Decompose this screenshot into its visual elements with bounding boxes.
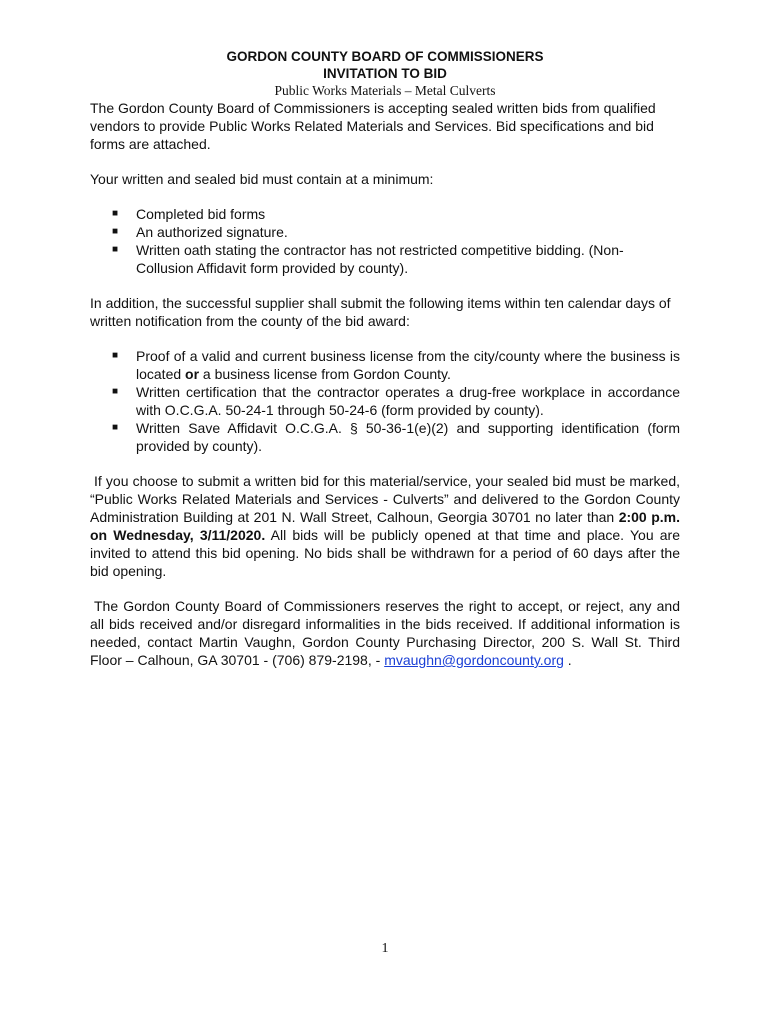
list-item xyxy=(90,205,680,223)
page-number: 1 xyxy=(381,941,389,956)
list-item-text: An authorized signature. xyxy=(136,224,288,240)
list-item xyxy=(90,347,680,383)
bullet-icon: ■ xyxy=(112,422,119,433)
header-line-1: GORDON COUNTY BOARD OF COMMISSIONERS xyxy=(226,49,544,64)
header-subtitle: Public Works Materials – Metal Culverts xyxy=(274,83,496,98)
list-item-bold-text: or xyxy=(185,366,200,382)
additional-list xyxy=(90,347,680,455)
additional-heading: In addition, the successful supplier shall submit the following items within ten calendar days of written notification from the county of the bid award: xyxy=(90,295,671,329)
list-item-text: Completed bid forms xyxy=(136,206,266,222)
bullet-icon: ■ xyxy=(112,386,119,397)
email-link[interactable]: mvaughn@gordoncounty.org xyxy=(384,652,564,668)
submission-text-end: All bids will be publicly opened at that time and place. You are invited to attend this bid opening. No bids shall be withdrawn for a period of 60 days after the bid opening. xyxy=(90,527,680,579)
minimum-list xyxy=(90,205,680,277)
intro-paragraph: The Gordon County Board of Commissioners is accepting sealed written bids from qualified vendors to provide Public Works Related Materials and Services. Bid specifications and bid forms are attached. xyxy=(90,100,656,152)
header-line-2: INVITATION TO BID xyxy=(323,66,447,81)
minimum-heading: Your written and sealed bid must contain at a minimum: xyxy=(90,171,434,187)
list-item xyxy=(90,383,680,419)
document-body xyxy=(90,48,680,669)
list-item-text: Written certification that the contractor operates a drug-free workplace in accordance with O.C.G.A. 50-24-1 through 50-24-6 (form provided by county). xyxy=(136,384,680,418)
list-item xyxy=(90,241,680,277)
list-item-text: a business license from Gordon County. xyxy=(199,366,451,382)
reserve-text: The Gordon County Board of Commissioners reserves the right to accept, or reject, any and all bids received and/or disregard informalities in the bids received. If additional information is needed, contact Martin Vaughn, Gordon County Purchasing Director, 200 S. Wall St. Third Floor – Calhoun, GA 30701 - (706) 879-2198, - xyxy=(90,598,680,668)
reserve-paragraph xyxy=(90,597,680,669)
list-item xyxy=(90,223,680,241)
bullet-icon: ■ xyxy=(112,350,119,361)
deadline-text: 2:00 p.m. on Wednesday, 3/11/2020. xyxy=(90,509,680,543)
list-item-text: Written Save Affidavit O.C.G.A. § 50-36-1(e)(2) and supporting identification (form provided by county). xyxy=(136,420,680,454)
bullet-icon: ■ xyxy=(112,226,119,237)
reserve-trailing: . xyxy=(563,652,572,668)
submission-paragraph xyxy=(90,472,680,580)
submission-text: If you choose to submit a written bid for this material/service, your sealed bid must be marked, “Public Works Related Materials and Services - Culverts” and delivered to the Gordon County Administration Building at 201 N. Wall Street, Calhoun, Georgia 30701 no later than xyxy=(90,473,680,525)
bullet-icon: ■ xyxy=(112,244,119,255)
list-item xyxy=(90,419,680,455)
list-item-text: Written oath stating the contractor has not restricted competitive bidding. (Non-Collusion Affidavit form provided by county). xyxy=(136,242,624,276)
bullet-icon: ■ xyxy=(112,208,119,219)
list-item-text: Proof of a valid and current business license from the city/county where the business is located xyxy=(136,348,680,382)
